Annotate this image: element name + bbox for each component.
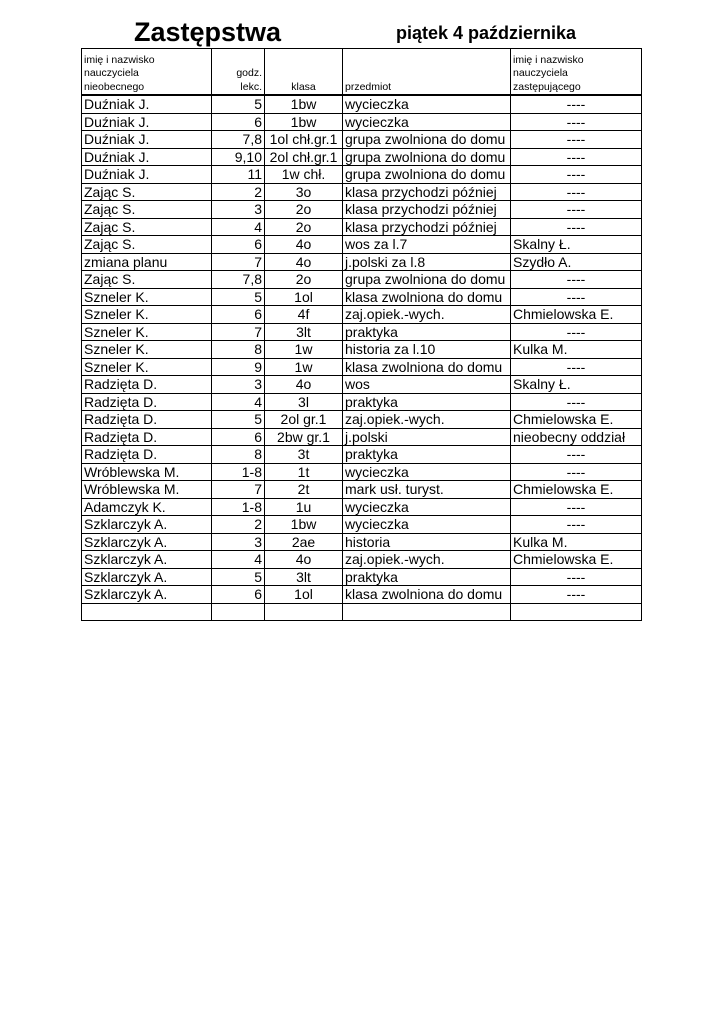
substitute-teacher-cell: Kulka M. <box>511 341 642 359</box>
subject-cell: grupa zwolniona do domu <box>343 271 511 289</box>
class-cell: 2t <box>265 481 343 499</box>
subject-cell <box>343 603 511 621</box>
subject-cell: praktyka <box>343 323 511 341</box>
subject-cell: wycieczka <box>343 95 511 113</box>
subject-cell: mark usł. turyst. <box>343 481 511 499</box>
header-substitute-teacher <box>511 49 642 96</box>
substitute-teacher-cell: ---- <box>511 358 642 376</box>
class-cell: 1bw <box>265 516 343 534</box>
absent-teacher-cell: Zając S. <box>82 183 212 201</box>
class-cell: 1bw <box>265 95 343 113</box>
substitute-teacher-cell: Chmielowska E. <box>511 551 642 569</box>
substitute-teacher-cell: Chmielowska E. <box>511 481 642 499</box>
absent-teacher-cell: Wróblewska M. <box>82 481 212 499</box>
table-row <box>82 218 642 236</box>
substitute-teacher-cell: ---- <box>511 183 642 201</box>
header-class <box>265 49 343 96</box>
substitute-teacher-cell: ---- <box>511 498 642 516</box>
page-title: Zastępstwa <box>134 17 282 47</box>
lesson-hour-cell: 7 <box>212 323 265 341</box>
table-row <box>82 358 642 376</box>
lesson-hour-cell: 5 <box>212 411 265 429</box>
header-absent-teacher <box>82 49 212 96</box>
subject-cell: praktyka <box>343 393 511 411</box>
subject-cell: zaj.opiek.-wych. <box>343 551 511 569</box>
subject-cell: wycieczka <box>343 113 511 131</box>
header-subject-label: przedmiot <box>345 80 392 93</box>
substitute-teacher-cell: ---- <box>511 323 642 341</box>
subject-cell: grupa zwolniona do domu <box>343 148 511 166</box>
substitute-teacher-cell <box>511 603 642 621</box>
lesson-hour-cell: 8 <box>212 341 265 359</box>
subject-cell: grupa zwolniona do domu <box>343 166 511 184</box>
substitute-teacher-cell: Chmielowska E. <box>511 306 642 324</box>
absent-teacher-cell <box>82 603 212 621</box>
lesson-hour-cell: 1-8 <box>212 463 265 481</box>
absent-teacher-cell: Szklarczyk A. <box>82 516 212 534</box>
table-row <box>82 341 642 359</box>
table-row <box>82 428 642 446</box>
table-row <box>82 236 642 254</box>
absent-teacher-cell: Szneler K. <box>82 288 212 306</box>
class-cell: 4f <box>265 306 343 324</box>
absent-teacher-cell: Radzięta D. <box>82 393 212 411</box>
table-row <box>82 481 642 499</box>
substitute-teacher-cell: nieobecny oddział <box>511 428 642 446</box>
absent-teacher-cell: Duźniak J. <box>82 166 212 184</box>
substitute-teacher-cell: Kulka M. <box>511 533 642 551</box>
table-row <box>82 253 642 271</box>
subject-cell: klasa zwolniona do domu <box>343 288 511 306</box>
header-subject <box>343 49 511 96</box>
lesson-hour-cell: 7 <box>212 253 265 271</box>
absent-teacher-cell: Szneler K. <box>82 358 212 376</box>
absent-teacher-cell: Szklarczyk A. <box>82 533 212 551</box>
absent-teacher-cell: Szneler K. <box>82 341 212 359</box>
class-cell: 2ol chł.gr.1 <box>265 148 343 166</box>
lesson-hour-cell: 4 <box>212 218 265 236</box>
class-cell: 1ol <box>265 586 343 604</box>
class-cell: 2bw gr.1 <box>265 428 343 446</box>
lesson-hour-cell: 5 <box>212 95 265 113</box>
subject-cell: klasa zwolniona do domu <box>343 358 511 376</box>
header-substitute-teacher-line: zastępującego <box>513 80 581 93</box>
table-body <box>82 95 642 621</box>
subject-cell: grupa zwolniona do domu <box>343 131 511 149</box>
absent-teacher-cell: Duźniak J. <box>82 148 212 166</box>
class-cell: 3lt <box>265 323 343 341</box>
lesson-hour-cell: 7 <box>212 481 265 499</box>
absent-teacher-cell: Szneler K. <box>82 323 212 341</box>
class-cell: 1u <box>265 498 343 516</box>
substitute-teacher-cell: ---- <box>511 166 642 184</box>
lesson-hour-cell: 9 <box>212 358 265 376</box>
class-cell: 4o <box>265 551 343 569</box>
lesson-hour-cell: 3 <box>212 533 265 551</box>
absent-teacher-cell: Zając S. <box>82 271 212 289</box>
lesson-hour-cell: 6 <box>212 586 265 604</box>
page-date: piątek 4 października <box>396 23 577 43</box>
substitute-teacher-cell: ---- <box>511 288 642 306</box>
absent-teacher-cell: Szneler K. <box>82 306 212 324</box>
header-absent-teacher-line: imię i nazwisko <box>84 53 155 66</box>
subject-cell: klasa przychodzi później <box>343 201 511 219</box>
absent-teacher-cell: zmiana planu <box>82 253 212 271</box>
table-row <box>82 376 642 394</box>
lesson-hour-cell: 9,10 <box>212 148 265 166</box>
table-row <box>82 446 642 464</box>
class-cell: 1bw <box>265 113 343 131</box>
table-row <box>82 306 642 324</box>
subject-cell: historia za l.10 <box>343 341 511 359</box>
substitute-teacher-cell: ---- <box>511 516 642 534</box>
header-lesson-hour-line: lekc. <box>240 80 262 93</box>
class-cell: 4o <box>265 253 343 271</box>
absent-teacher-cell: Wróblewska M. <box>82 463 212 481</box>
absent-teacher-cell: Zając S. <box>82 201 212 219</box>
subject-cell: wos za l.7 <box>343 236 511 254</box>
subject-cell: praktyka <box>343 446 511 464</box>
subject-cell: zaj.opiek.-wych. <box>343 411 511 429</box>
class-cell: 2o <box>265 201 343 219</box>
table-row <box>82 113 642 131</box>
table-row <box>82 533 642 551</box>
lesson-hour-cell: 7,8 <box>212 131 265 149</box>
absent-teacher-cell: Szklarczyk A. <box>82 568 212 586</box>
table-row <box>82 586 642 604</box>
lesson-hour-cell: 6 <box>212 113 265 131</box>
lesson-hour-cell: 3 <box>212 201 265 219</box>
lesson-hour-cell: 11 <box>212 166 265 184</box>
class-cell: 2ol gr.1 <box>265 411 343 429</box>
substitute-teacher-cell: ---- <box>511 148 642 166</box>
subject-cell: wycieczka <box>343 516 511 534</box>
lesson-hour-cell: 5 <box>212 288 265 306</box>
header-absent-teacher-line: nieobecnego <box>84 80 145 93</box>
lesson-hour-cell: 6 <box>212 236 265 254</box>
substitute-teacher-cell: ---- <box>511 201 642 219</box>
subject-cell: historia <box>343 533 511 551</box>
substitute-teacher-cell: ---- <box>511 218 642 236</box>
subject-cell: j.polski za l.8 <box>343 253 511 271</box>
class-cell: 1w chł. <box>265 166 343 184</box>
absent-teacher-cell: Szklarczyk A. <box>82 551 212 569</box>
substitute-teacher-cell: ---- <box>511 463 642 481</box>
substitute-teacher-cell: ---- <box>511 113 642 131</box>
substitute-teacher-cell: ---- <box>511 393 642 411</box>
absent-teacher-cell: Duźniak J. <box>82 113 212 131</box>
lesson-hour-cell: 2 <box>212 516 265 534</box>
table-row <box>82 201 642 219</box>
substitute-teacher-cell: Chmielowska E. <box>511 411 642 429</box>
absent-teacher-cell: Duźniak J. <box>82 95 212 113</box>
lesson-hour-cell: 4 <box>212 551 265 569</box>
class-cell: 2o <box>265 271 343 289</box>
class-cell: 1ol <box>265 288 343 306</box>
class-cell: 1w <box>265 341 343 359</box>
subject-cell: j.polski <box>343 428 511 446</box>
lesson-hour-cell: 4 <box>212 393 265 411</box>
subject-cell: praktyka <box>343 568 511 586</box>
lesson-hour-cell: 7,8 <box>212 271 265 289</box>
class-cell: 1w <box>265 358 343 376</box>
substitute-teacher-cell: ---- <box>511 271 642 289</box>
absent-teacher-cell: Radzięta D. <box>82 446 212 464</box>
table-row <box>82 463 642 481</box>
table-header-row <box>82 49 642 96</box>
substitute-teacher-cell: Skalny Ł. <box>511 236 642 254</box>
lesson-hour-cell: 8 <box>212 446 265 464</box>
table-row <box>82 271 642 289</box>
header-substitute-teacher-line: imię i nazwisko <box>513 53 584 66</box>
header-substitute-teacher-line: nauczyciela <box>513 67 568 79</box>
absent-teacher-cell: Zając S. <box>82 236 212 254</box>
lesson-hour-cell: 3 <box>212 376 265 394</box>
class-cell: 3t <box>265 446 343 464</box>
table-row <box>82 568 642 586</box>
header-lesson-hour <box>212 49 265 96</box>
header-absent-teacher-line: nauczyciela <box>84 67 139 79</box>
table-row <box>82 551 642 569</box>
subject-cell: wos <box>343 376 511 394</box>
class-cell <box>265 603 343 621</box>
class-cell: 1ol chł.gr.1 <box>265 131 343 149</box>
substitute-teacher-cell: ---- <box>511 568 642 586</box>
table-row <box>82 411 642 429</box>
substitute-teacher-cell: ---- <box>511 446 642 464</box>
lesson-hour-cell: 6 <box>212 306 265 324</box>
subject-cell: klasa przychodzi później <box>343 218 511 236</box>
subject-cell: wycieczka <box>343 463 511 481</box>
substitutions-table <box>81 48 642 621</box>
absent-teacher-cell: Radzięta D. <box>82 376 212 394</box>
subject-cell: klasa przychodzi później <box>343 183 511 201</box>
class-cell: 1t <box>265 463 343 481</box>
substitute-teacher-cell: ---- <box>511 586 642 604</box>
table-row <box>82 516 642 534</box>
lesson-hour-cell: 5 <box>212 568 265 586</box>
class-cell: 3l <box>265 393 343 411</box>
lesson-hour-cell: 6 <box>212 428 265 446</box>
table-row <box>82 288 642 306</box>
class-cell: 3o <box>265 183 343 201</box>
table-row <box>82 498 642 516</box>
absent-teacher-cell: Radzięta D. <box>82 411 212 429</box>
table-row <box>82 183 642 201</box>
class-cell: 3lt <box>265 568 343 586</box>
class-cell: 4o <box>265 376 343 394</box>
substitute-teacher-cell: ---- <box>511 95 642 113</box>
header-class-label: klasa <box>291 80 316 93</box>
table-row <box>82 323 642 341</box>
absent-teacher-cell: Szklarczyk A. <box>82 586 212 604</box>
class-cell: 2o <box>265 218 343 236</box>
class-cell: 4o <box>265 236 343 254</box>
table-row <box>82 166 642 184</box>
absent-teacher-cell: Zając S. <box>82 218 212 236</box>
table-row <box>82 95 642 113</box>
table-row <box>82 148 642 166</box>
subject-cell: zaj.opiek.-wych. <box>343 306 511 324</box>
subject-cell: klasa zwolniona do domu <box>343 586 511 604</box>
class-cell: 2ae <box>265 533 343 551</box>
lesson-hour-cell: 1-8 <box>212 498 265 516</box>
table-row <box>82 393 642 411</box>
table-row <box>82 603 642 621</box>
header-lesson-hour-line: godz. <box>236 67 262 79</box>
lesson-hour-cell <box>212 603 265 621</box>
table-row <box>82 131 642 149</box>
subject-cell: wycieczka <box>343 498 511 516</box>
absent-teacher-cell: Adamczyk K. <box>82 498 212 516</box>
absent-teacher-cell: Radzięta D. <box>82 428 212 446</box>
lesson-hour-cell: 2 <box>212 183 265 201</box>
substitute-teacher-cell: Szydło A. <box>511 253 642 271</box>
substitute-teacher-cell: Skalny Ł. <box>511 376 642 394</box>
absent-teacher-cell: Duźniak J. <box>82 131 212 149</box>
substitute-teacher-cell: ---- <box>511 131 642 149</box>
